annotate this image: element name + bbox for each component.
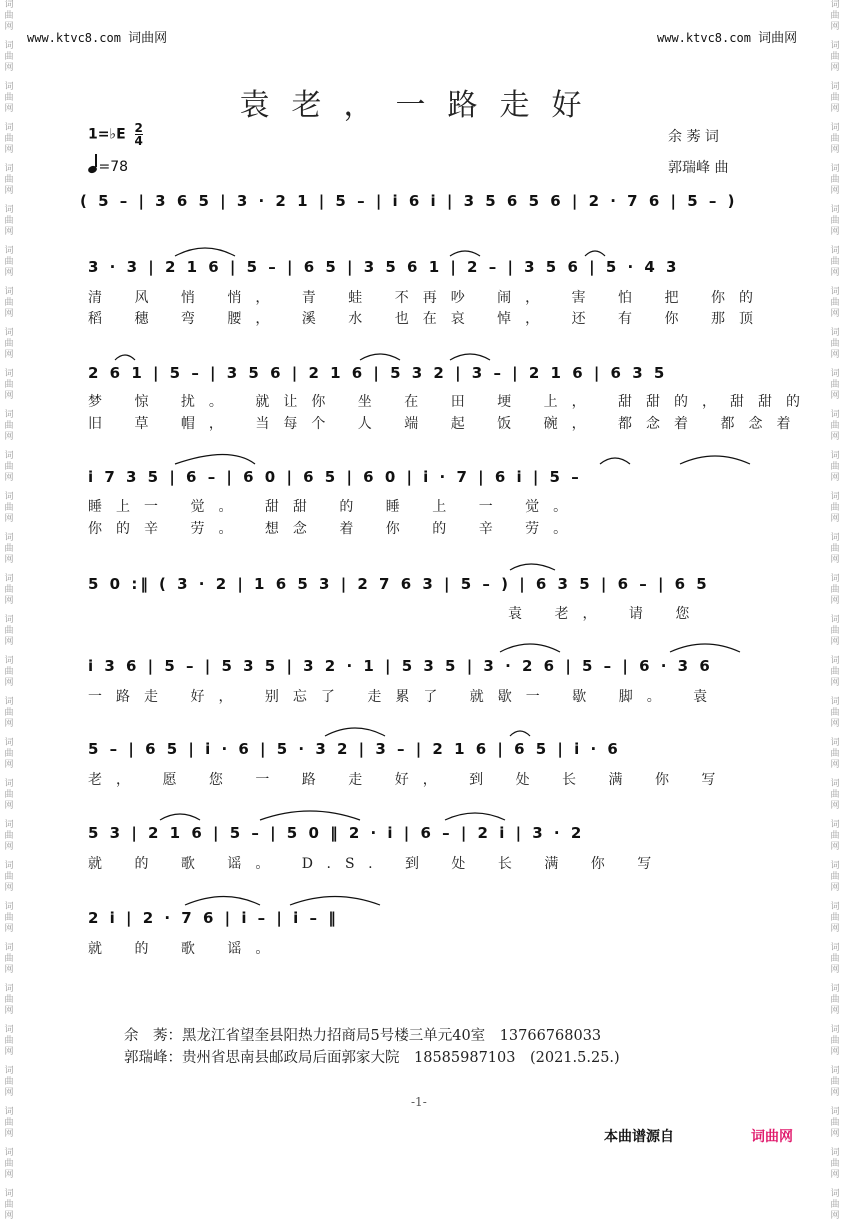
slur-arc	[670, 644, 740, 652]
score-row-3: 2 6 1 | 5 – | 3 5 6 | 2 1 6 | 5 3 2 | 3 – | 2 1 6 | 6 3 5	[88, 364, 668, 382]
side-watermark-text: 词 曲 网	[830, 369, 840, 401]
side-watermark-text: 词 曲 网	[830, 1025, 840, 1057]
side-watermark-left	[2, 0, 16, 1230]
side-watermark-text: 词 曲 网	[4, 902, 14, 934]
note-stem	[95, 154, 97, 167]
site-url-left: www.ktvc8.com	[27, 31, 121, 45]
score-row-5: 5 0 :‖ ( 3 · 2 | 1 6 5 3 | 2 7 6 3 | 5 – ) | 6 3 5 | 6 – | 6 5	[88, 575, 710, 593]
side-watermark-text: 词 曲 网	[4, 492, 14, 524]
side-watermark-text: 词 曲 网	[4, 656, 14, 688]
side-watermark-text: 词 曲 网	[4, 1148, 14, 1180]
key-signature	[88, 122, 143, 147]
lyric-row-9: 就 的 歌 谣。	[88, 941, 284, 957]
side-watermark-text: 词 曲 网	[4, 533, 14, 565]
side-watermark-text: 词 曲 网	[830, 164, 840, 196]
side-watermark-text: 词 曲 网	[4, 1066, 14, 1098]
slur-overlay	[80, 240, 780, 960]
side-watermark-text: 词 曲 网	[830, 1066, 840, 1098]
side-watermark-text: 词 曲 网	[830, 492, 840, 524]
slur-arc	[510, 731, 530, 736]
slur-arc	[450, 251, 480, 256]
slur-arc	[175, 248, 235, 256]
side-watermark-text: 词 曲 网	[830, 533, 840, 565]
side-watermark-text: 词 曲 网	[830, 697, 840, 729]
lyric-row-3-verse-1: 梦 惊 扰。 就让你 坐 在 田 埂 上， 甜甜的，甜甜的	[88, 394, 815, 410]
slur-arc	[360, 354, 400, 360]
side-watermark-text: 词 曲 网	[830, 287, 840, 319]
slur-arc	[585, 251, 605, 256]
slur-arc	[445, 813, 505, 820]
score-row-2: 3 · 3 | 2 1 6 | 5 – | 6 5 | 3 5 6 1 | 2 – | 3 5 6 | 5 · 4 3	[88, 258, 680, 276]
site-name-right: 词曲网	[758, 31, 798, 46]
side-watermark-text: 词 曲 网	[4, 123, 14, 155]
side-watermark-text: 词 曲 网	[830, 943, 840, 975]
slur-arc	[680, 456, 750, 464]
tempo-marking	[88, 158, 128, 175]
slur-arc	[500, 644, 560, 652]
side-watermark-text: 词 曲 网	[4, 328, 14, 360]
side-watermark-text: 词 曲 网	[4, 82, 14, 114]
side-watermark-text: 词 曲 网	[830, 82, 840, 114]
score-row-8: 5 3 | 2 1 6 | 5 – | 5 0 ‖ 2 · i | 6 – | 2 i | 3 · 2	[88, 824, 585, 842]
slur-arc	[160, 814, 200, 820]
side-watermark-text: 词 曲 网	[4, 410, 14, 442]
side-watermark-text: 词 曲 网	[4, 287, 14, 319]
side-watermark-text: 词 曲 网	[4, 820, 14, 852]
lyric-row-4-verse-2: 你的辛 劳。 想念 着 你 的 辛 劳。	[88, 521, 582, 537]
side-watermark-text: 词 曲 网	[830, 779, 840, 811]
score-row-9: 2 i | 2 · 7 6 | i – | i – ‖	[88, 909, 339, 927]
lyric-row-8: 就 的 歌 谣。 D.S. 到 处 长 满 你 写	[88, 856, 666, 872]
site-header-left	[27, 27, 167, 46]
side-watermark-text: 词 曲 网	[4, 205, 14, 237]
score-row-4: i 7 3 5 | 6 – | 6 0 | 6 5 | 6 0 | i · 7 | 6 i | 5 –	[88, 468, 582, 486]
side-watermark-text: 词 曲 网	[4, 984, 14, 1016]
side-watermark-text: 词 曲 网	[4, 861, 14, 893]
side-watermark-text: 词 曲 网	[4, 451, 14, 483]
slur-arc	[450, 354, 490, 360]
side-watermark-text: 词 曲 网	[4, 41, 14, 73]
slur-arc	[510, 564, 555, 570]
key-label: 1=♭E	[88, 126, 126, 143]
side-watermark-text: 词 曲 网	[4, 574, 14, 606]
slur-arc	[115, 355, 135, 360]
slur-arc	[175, 455, 255, 465]
side-watermark-text: 词 曲 网	[830, 41, 840, 73]
slur-arc	[600, 458, 630, 464]
side-watermark-text: 词 曲 网	[4, 369, 14, 401]
side-watermark-text: 词 曲 网	[830, 246, 840, 278]
slur-arc	[290, 897, 380, 906]
side-watermark-text: 词 曲 网	[830, 656, 840, 688]
site-name-left: 词曲网	[128, 31, 168, 46]
side-watermark-text: 词 曲 网	[830, 328, 840, 360]
tempo-value: =78	[98, 159, 129, 175]
side-watermark-text: 词 曲 网	[830, 410, 840, 442]
slur-arc	[185, 897, 260, 906]
footer-contact-composer: 郭瑞峰：贵州省思南县邮政局后面郭家大院 18585987103 (2021.5.25.)	[124, 1050, 620, 1066]
side-watermark-text: 词 曲 网	[830, 205, 840, 237]
side-watermark-text: 词 曲 网	[830, 615, 840, 647]
side-watermark-text: 词 曲 网	[4, 164, 14, 196]
slur-arc	[260, 811, 360, 820]
side-watermark-text: 词 曲 网	[4, 246, 14, 278]
lyric-row-3-verse-2: 旧 草 帽， 当每个 人 端 起 饭 碗， 都念着 都念着	[88, 416, 805, 432]
side-watermark-text: 词 曲 网	[4, 738, 14, 770]
side-watermark-text: 词 曲 网	[830, 738, 840, 770]
side-watermark-right	[828, 0, 842, 1230]
side-watermark-text: 词 曲 网	[830, 984, 840, 1016]
lyricist-credit: 余 莠 词	[668, 129, 719, 145]
lyric-row-2-verse-2: 稻 穗 弯 腰， 溪 水 也在哀 悼， 还 有 你 那顶	[88, 311, 767, 327]
side-watermark-text: 词 曲 网	[830, 451, 840, 483]
side-watermark-text: 词 曲 网	[830, 574, 840, 606]
side-watermark-text: 词 曲 网	[830, 1148, 840, 1180]
source-brand-logo: 词曲网	[751, 1129, 793, 1145]
score-row-7: 5 – | 6 5 | i · 6 | 5 · 3 2 | 3 – | 2 1 6 | 6 5 | i · 6	[88, 740, 621, 758]
lyric-row-7: 老， 愿 您 一 路 走 好， 到 处 长 满 你 写	[88, 772, 730, 788]
score-row-6: i 3 6 | 5 – | 5 3 5 | 3 2 · 1 | 5 3 5 | 3 · 2 6 | 5 – | 6 · 3 6	[88, 657, 713, 675]
site-url-right: www.ktvc8.com	[657, 31, 751, 45]
lyric-row-4-verse-1: 睡上一 觉。 甜甜 的 睡 上 一 觉。	[88, 499, 582, 515]
lyric-row-5: 袁 老， 请 您	[508, 606, 704, 622]
lyric-row-2-verse-1: 清 风 悄 悄， 青 蛙 不再吵 闹， 害 怕 把 你的	[88, 290, 767, 306]
slur-arc	[325, 728, 385, 736]
side-watermark-text: 词 曲 网	[4, 1107, 14, 1139]
side-watermark-text: 词 曲 网	[4, 943, 14, 975]
time-top: 2	[134, 121, 143, 135]
side-watermark-text: 词 曲 网	[830, 123, 840, 155]
footer-contact-lyricist: 余 莠：黑龙江省望奎县阳热力招商局5号楼三单元40室 13766768033	[124, 1028, 602, 1044]
side-watermark-text: 词 曲 网	[4, 1189, 14, 1221]
score-row-1: ( 5 – | 3 6 5 | 3 · 2 1 | 5 – | i 6 i | 3 5 6 5 6 | 2 · 7 6 | 5 – )	[80, 192, 738, 210]
side-watermark-text: 词 曲 网	[4, 1025, 14, 1057]
side-watermark-text: 词 曲 网	[830, 820, 840, 852]
source-label: 本曲谱源自	[604, 1129, 674, 1145]
composer-credit: 郭瑞峰 曲	[668, 160, 729, 176]
lyric-row-6: 一路走 好， 别忘了 走累了 就歇一 歇 脚。 袁	[88, 689, 722, 705]
side-watermark-text: 词 曲 网	[830, 0, 840, 32]
site-header-right	[657, 27, 797, 46]
side-watermark-text: 词 曲 网	[4, 615, 14, 647]
side-watermark-text: 词 曲 网	[830, 1189, 840, 1221]
side-watermark-text: 词 曲 网	[830, 902, 840, 934]
time-bottom: 4	[134, 134, 143, 148]
side-watermark-text: 词 曲 网	[4, 779, 14, 811]
side-watermark-text: 词 曲 网	[830, 1107, 840, 1139]
side-watermark-text: 词 曲 网	[4, 0, 14, 32]
side-watermark-text: 词 曲 网	[4, 697, 14, 729]
time-signature	[135, 122, 143, 147]
side-watermark-text: 词 曲 网	[830, 861, 840, 893]
page-number: -1-	[411, 1095, 427, 1109]
song-title: 袁老，一路走好	[239, 88, 604, 123]
